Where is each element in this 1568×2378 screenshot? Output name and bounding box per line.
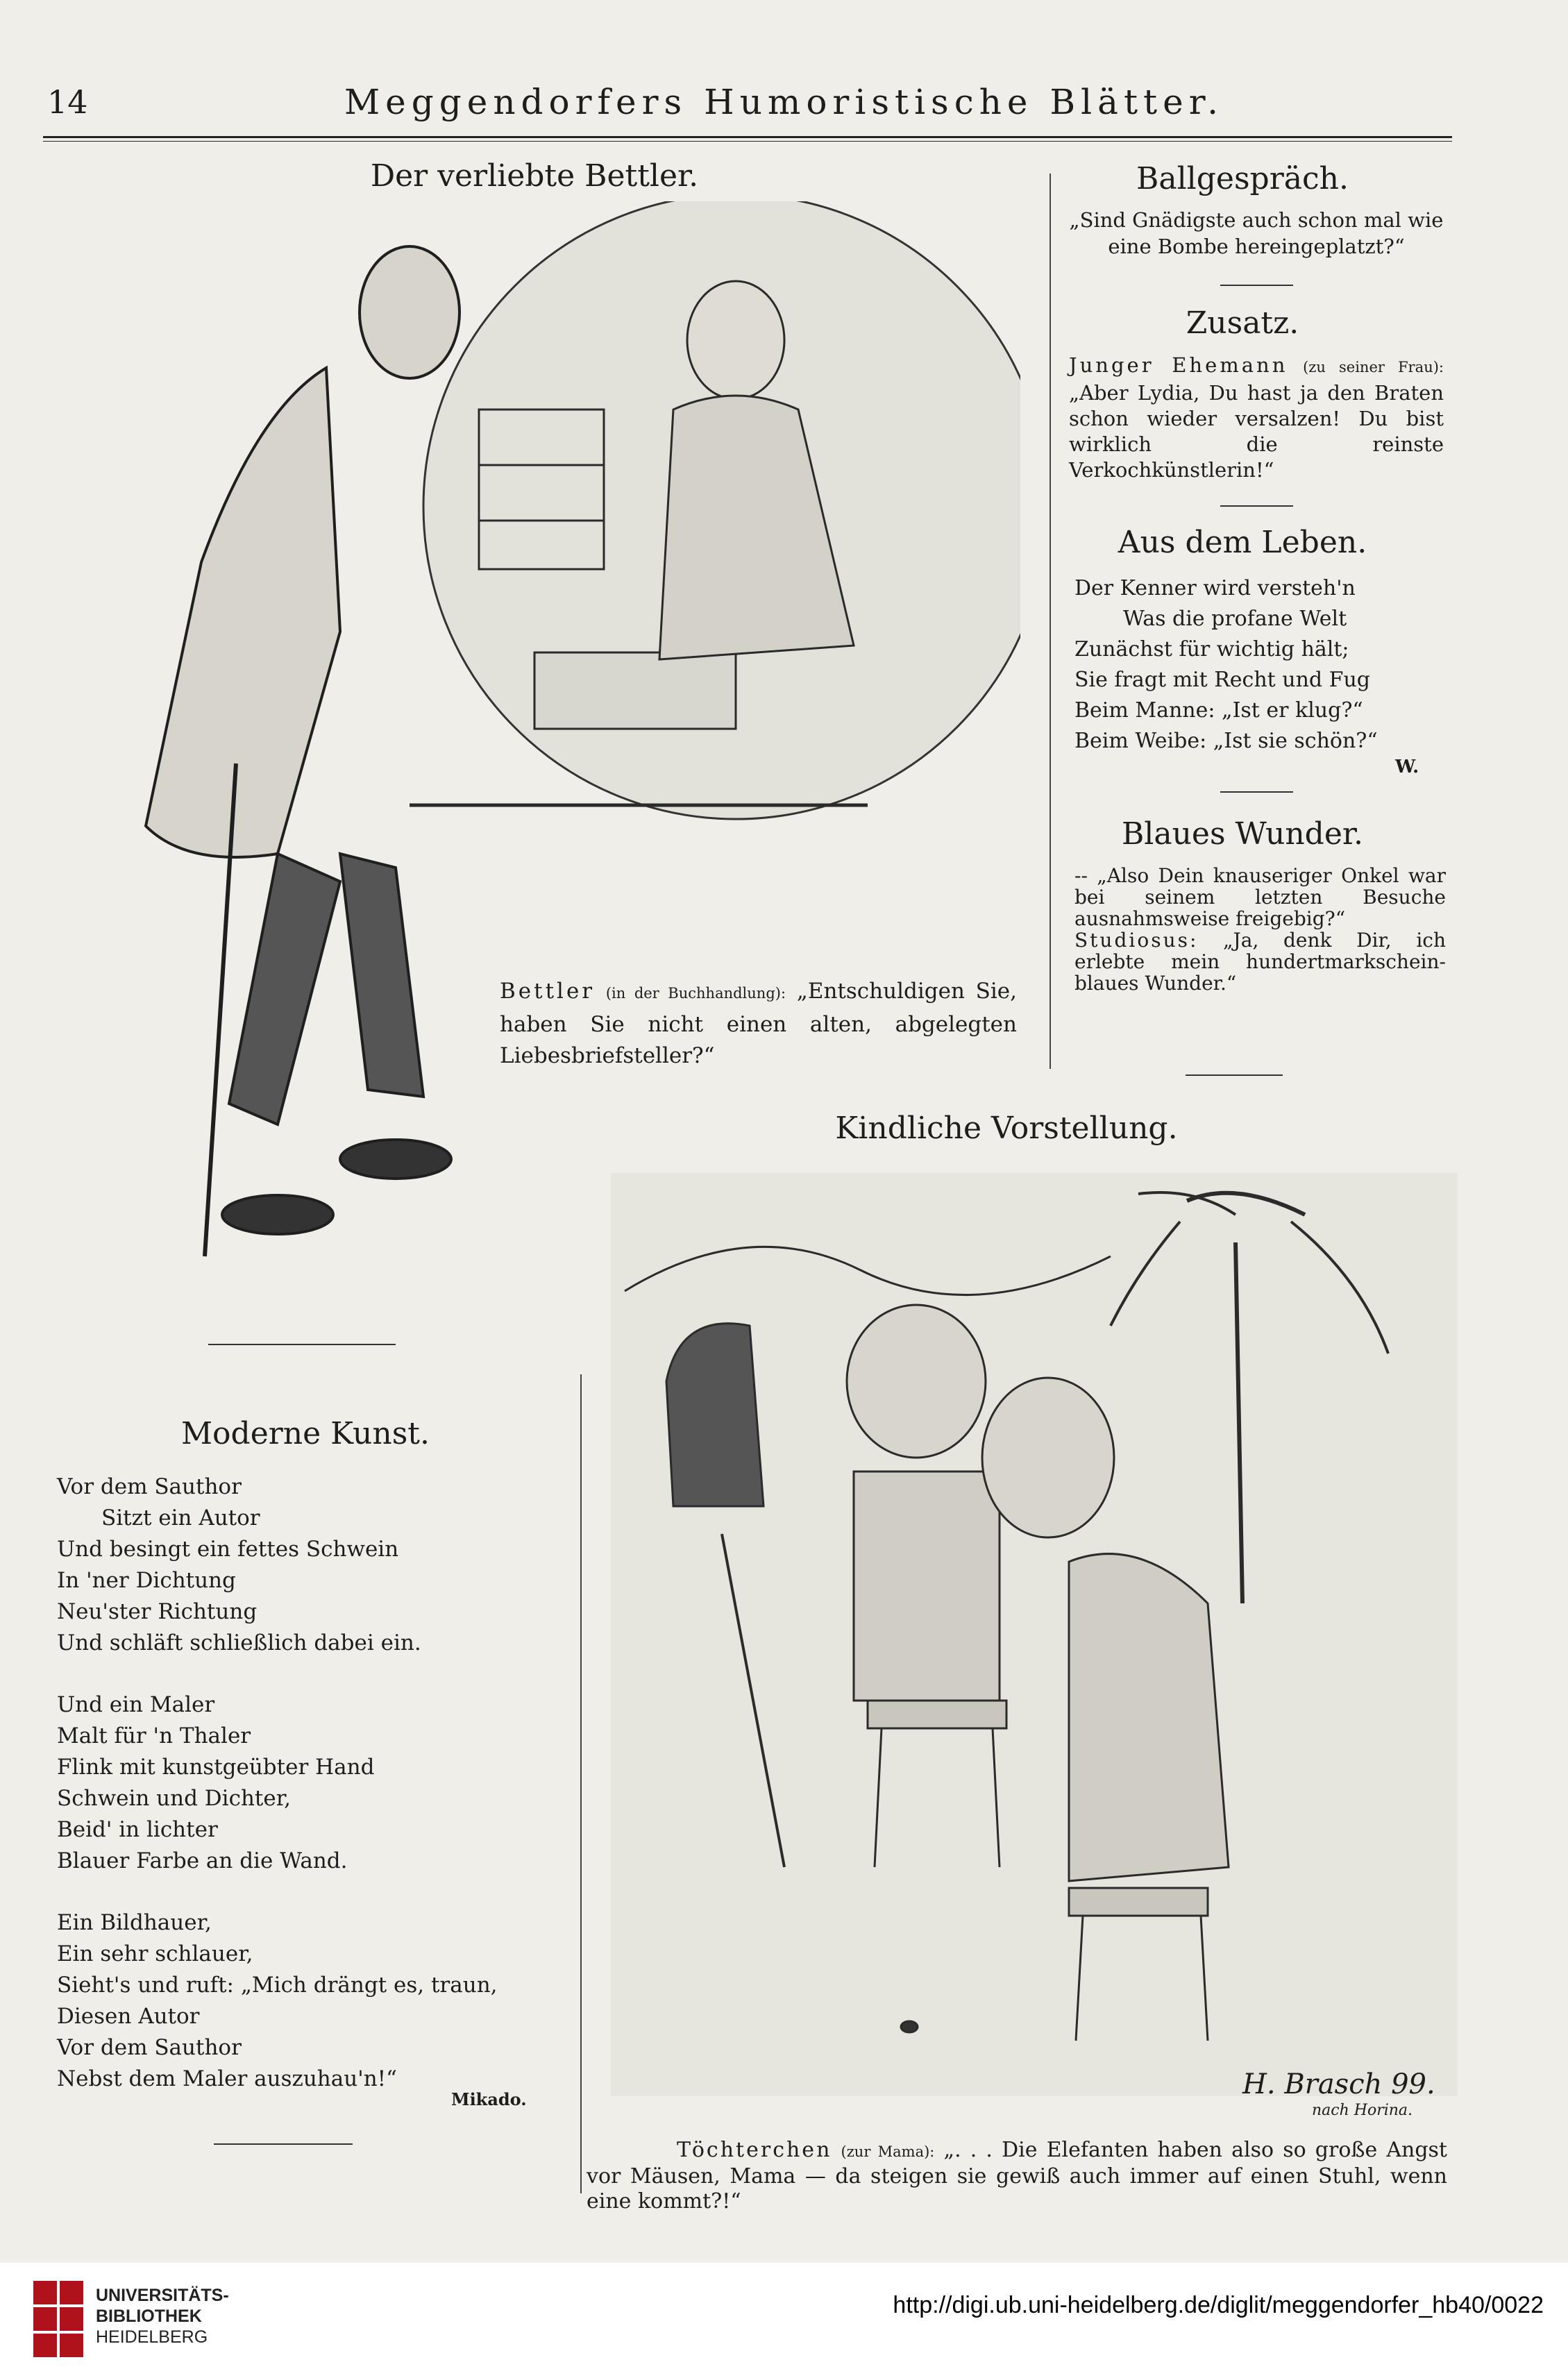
poem-line: Ein sehr schlauer, <box>57 1941 253 1966</box>
poem-line: Beim Weibe: „Ist sie schön?“ <box>1074 729 1378 753</box>
wunder-reply <box>1074 929 1446 994</box>
wunder-line1: -- „Also Dein knauseriger Onkel war bei seinem letzten Besuche ausnahmsweise freigebig?“ <box>1074 864 1446 930</box>
stool-seat <box>868 1701 1006 1728</box>
page-number: 14 <box>47 83 88 121</box>
library-name <box>96 2285 229 2347</box>
poem-line: Und ein Maler <box>57 1692 215 1717</box>
kunst-title: Moderne Kunst. <box>181 1416 430 1451</box>
poem-line: Malt für 'n Thaler <box>57 1723 251 1748</box>
section-separator <box>1186 1074 1283 1076</box>
kindlich-text: „. . . Die Elefanten haben also so große Angst vor Mäusen, Mama — da steigen sie gewiß auch immer auf einen Stuhl, wenn eine kommt?!“ <box>587 2138 1447 2213</box>
poem-line: In 'ner Dichtung <box>57 1568 236 1593</box>
kunst-author: Mikado. <box>451 2089 527 2109</box>
ballgespraech-text: „Sind Gnädigste auch schon mal wie eine Bombe hereingeplatzt?“ <box>1069 208 1444 258</box>
section-separator <box>214 2143 353 2145</box>
bettler-caption-text: „Entschuldigen Sie, haben Sie nicht einen alten, abgelegten Liebesbriefsteller?“ <box>500 979 1017 1068</box>
library-line: UNIVERSITÄTS- <box>96 2286 229 2305</box>
wunder-text-block <box>1074 865 1446 994</box>
kindlich-caption <box>587 2138 1447 2214</box>
magazine-title: Meggendorfers Humoristische Blätter. <box>344 82 1224 122</box>
wunder-line2: „Ja, denk Dir, ich erlebte mein hundertmarkschein-blaues Wunder.“ <box>1074 929 1446 995</box>
column-divider <box>580 1374 582 2193</box>
chair-seat <box>1069 1888 1208 1916</box>
viewer-footer <box>0 2263 1568 2378</box>
poem-line: Vor dem Sauthor <box>57 1474 242 1499</box>
mouse <box>901 2021 918 2032</box>
elephant-one-head <box>847 1305 986 1458</box>
source-url-link[interactable]: http://digi.ub.uni-heidelberg.de/diglit/meggendorfer_hb40/0022 <box>893 2292 1544 2318</box>
zusatz-stage: (zu seiner Frau): <box>1303 359 1444 376</box>
poem-line: Schwein und Dichter, <box>57 1786 291 1811</box>
poem-line: Ein Bildhauer, <box>57 1910 212 1935</box>
kindlich-speaker: Töchterchen <box>677 2138 832 2162</box>
clerk-head <box>687 281 784 399</box>
poem-line: Neu'ster Richtung <box>57 1599 258 1624</box>
poem-line: Blauer Farbe an die Wand. <box>57 1848 348 1873</box>
separator <box>1220 285 1293 286</box>
ballgespraech-title: Ballgespräch. <box>1136 161 1349 196</box>
brasch-signature: H. Brasch 99. <box>1242 2068 1435 2100</box>
wunder-speaker: Studiosus: <box>1074 929 1199 952</box>
zusatz-title: Zusatz. <box>1186 305 1299 341</box>
brasch-signature-note: nach Horina. <box>1312 2102 1413 2119</box>
poem-line: Beid' in lichter <box>57 1817 218 1842</box>
bettler-title: Der verliebte Bettler. <box>370 158 699 194</box>
column-divider <box>1049 174 1051 1069</box>
poem-line: Der Kenner wird versteh'n <box>1074 576 1356 600</box>
poem-line: Sitzt ein Autor <box>101 1506 260 1530</box>
poem-stanza <box>57 1907 557 2095</box>
poem-line: Flink mit kunstgeübter Hand <box>57 1755 375 1780</box>
separator <box>1220 505 1293 507</box>
leben-poem <box>1074 573 1442 757</box>
poem-line: Was die profane Welt <box>1123 607 1347 631</box>
poem-line: Und besingt ein fettes Schwein <box>57 1537 399 1562</box>
poem-line: Vor dem Sauthor <box>57 2035 242 2060</box>
library-line: HEIDELBERG <box>96 2327 208 2347</box>
kindlich-title: Kindliche Vorstellung. <box>835 1111 1178 1146</box>
zusatz-speaker: Junger Ehemann <box>1069 353 1288 377</box>
poem-line: Beim Manne: „Ist er klug?“ <box>1074 698 1363 723</box>
wunder-title: Blaues Wunder. <box>1121 816 1364 852</box>
beggar-figure <box>146 246 460 1256</box>
elephant-two-head <box>982 1378 1114 1537</box>
library-logo-icon <box>31 2278 86 2358</box>
section-separator <box>208 1344 396 1345</box>
poem-line: Und schläft schließlich dabei ein. <box>57 1630 421 1655</box>
separator <box>1220 791 1293 793</box>
bettler-speaker: Bettler <box>500 979 596 1004</box>
bettler-stage: (in der Buchhandlung): <box>605 985 786 1002</box>
kindlich-stage: (zur Mama): <box>841 2143 935 2160</box>
leben-title: Aus dem Leben. <box>1118 525 1367 560</box>
leben-author: W. <box>1395 757 1419 777</box>
poem-line: Sieht's und ruft: „Mich drängt es, traun, <box>57 1973 498 1998</box>
header-rule <box>43 136 1452 138</box>
poem-stanza <box>57 1689 557 1877</box>
poem-line: Diesen Autor <box>57 2004 200 2029</box>
bettler-caption <box>500 976 1017 1072</box>
zusatz-text: „Aber Lydia, Du hast ja den Braten schon wieder versalzen! Du bist wirklich die reinste Verkochkünstlerin!“ <box>1069 381 1444 482</box>
poem-line: Sie fragt mit Recht und Fug <box>1074 668 1370 692</box>
mouse-hole <box>666 1324 764 1506</box>
poem-line: Zunächst für wichtig hält; <box>1074 637 1349 661</box>
poem-line: Nebst dem Maler auszuhau'n!“ <box>57 2066 397 2091</box>
book-stack <box>534 652 736 729</box>
poem-stanza <box>57 1472 557 1659</box>
header-rule-thin <box>43 141 1452 142</box>
elephant-one-body <box>854 1472 1000 1701</box>
zusatz-text-block <box>1069 353 1444 483</box>
kunst-poem <box>57 1472 557 2095</box>
elephant-illustration <box>611 1173 1458 2096</box>
library-line: BIBLIOTHEK <box>96 2307 202 2326</box>
elephant-two-dress <box>1069 1554 1229 1881</box>
